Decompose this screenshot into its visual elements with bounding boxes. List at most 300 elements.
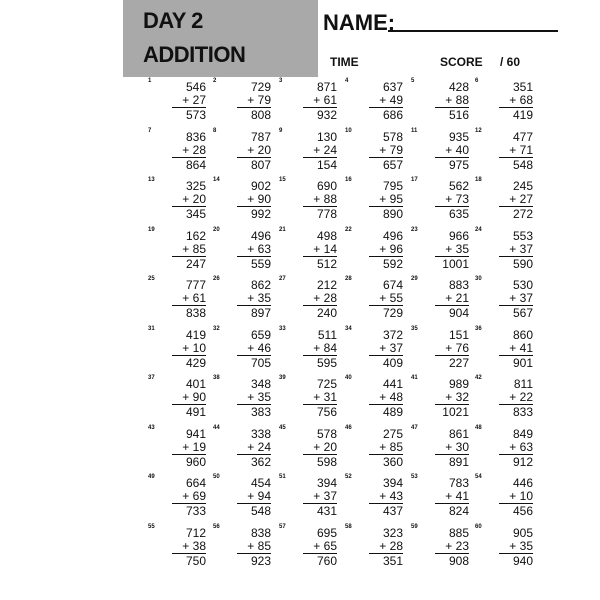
first-addend: 130	[316, 129, 337, 144]
sum-rule-line	[172, 503, 206, 504]
first-addend: 637	[382, 80, 403, 94]
sum-answer: 750	[185, 553, 206, 568]
sum-answer: 592	[382, 256, 403, 271]
addition-problem	[475, 425, 535, 473]
addition-problem	[279, 276, 339, 324]
problem-number: 55	[148, 523, 155, 530]
second-addend: + 41	[509, 340, 533, 355]
second-addend: + 37	[509, 291, 533, 305]
second-addend: + 35	[509, 538, 533, 553]
problem-number: 12	[475, 127, 482, 134]
problem-number: 4	[345, 78, 349, 84]
sum-rule-line	[172, 206, 206, 207]
problem-number: 59	[411, 523, 418, 530]
second-addend: + 68	[509, 93, 533, 107]
addition-problem	[279, 375, 339, 423]
problem-number: 50	[213, 474, 220, 480]
sum-answer: 437	[382, 504, 403, 518]
problem-number: 20	[213, 226, 220, 233]
addition-problem	[148, 177, 208, 225]
sum-rule-line	[172, 157, 206, 158]
first-addend: 546	[185, 80, 206, 94]
addition-problem	[279, 227, 339, 275]
sum-rule-line	[237, 305, 271, 306]
sum-rule-line	[172, 355, 206, 356]
problem-number: 7	[148, 127, 152, 134]
addition-problem	[475, 227, 535, 275]
problem-number: 10	[345, 127, 352, 134]
sum-rule-line	[499, 454, 533, 455]
sum-answer: 559	[250, 256, 271, 271]
sum-answer: 573	[185, 108, 206, 122]
sum-answer: 456	[512, 504, 533, 518]
first-addend: 902	[250, 179, 271, 193]
sum-rule-line	[237, 206, 271, 207]
sum-answer: 548	[512, 157, 533, 172]
addition-problem	[213, 425, 273, 473]
problem-number: 51	[279, 474, 286, 480]
sum-answer: 360	[382, 454, 403, 469]
sum-answer: 960	[185, 454, 206, 469]
sum-answer: 345	[185, 207, 206, 221]
first-addend: 578	[316, 426, 337, 441]
sum-answer: 516	[448, 108, 469, 122]
addition-problem	[148, 425, 208, 473]
addition-problem	[213, 474, 273, 522]
addition-problem	[148, 78, 208, 126]
sum-rule-line	[499, 157, 533, 158]
second-addend: + 37	[313, 489, 337, 503]
problem-number: 39	[279, 375, 286, 381]
sum-answer: 635	[448, 207, 469, 221]
problem-number: 22	[345, 226, 352, 233]
second-addend: + 43	[379, 489, 403, 503]
second-addend: + 79	[379, 142, 403, 157]
sum-rule-line	[303, 355, 337, 356]
first-addend: 836	[185, 129, 206, 144]
addition-problem	[411, 326, 471, 374]
sum-rule-line	[435, 157, 469, 158]
sum-rule-line	[237, 454, 271, 455]
second-addend: + 61	[182, 291, 206, 305]
day-label: DAY 2	[143, 8, 203, 33]
second-addend: + 20	[247, 142, 271, 157]
problem-number: 13	[148, 177, 155, 183]
sum-rule-line	[369, 305, 403, 306]
sum-rule-line	[435, 553, 469, 554]
second-addend: + 48	[379, 390, 403, 404]
problem-number: 8	[213, 127, 217, 134]
second-addend: + 24	[247, 439, 271, 454]
second-addend: + 85	[182, 241, 206, 256]
addition-problem	[475, 78, 535, 126]
sum-answer: 598	[316, 454, 337, 469]
sum-answer: 548	[250, 504, 271, 518]
second-addend: + 30	[445, 439, 469, 454]
second-addend: + 96	[379, 241, 403, 256]
addition-problem	[345, 177, 405, 225]
second-addend: + 21	[445, 291, 469, 305]
first-addend: 325	[185, 179, 206, 193]
second-addend: + 41	[445, 489, 469, 503]
sum-rule-line	[303, 503, 337, 504]
problem-number: 25	[148, 276, 155, 282]
problem-number: 24	[475, 226, 482, 233]
sum-rule-line	[435, 355, 469, 356]
addition-problem	[148, 326, 208, 374]
sum-rule-line	[303, 107, 337, 108]
addition-problem	[411, 78, 471, 126]
sum-rule-line	[303, 553, 337, 554]
addition-problem	[279, 128, 339, 176]
sum-answer: 590	[512, 256, 533, 271]
addition-problem	[279, 524, 339, 572]
sum-answer: 227	[448, 355, 469, 370]
second-addend: + 76	[445, 340, 469, 355]
first-addend: 885	[448, 525, 469, 540]
problem-number: 34	[345, 325, 352, 332]
second-addend: + 88	[445, 93, 469, 107]
addition-problem	[345, 78, 405, 126]
addition-problem	[148, 375, 208, 423]
sum-answer: 512	[316, 256, 337, 271]
second-addend: + 49	[379, 93, 403, 107]
problem-number: 53	[411, 474, 418, 480]
addition-problem	[411, 177, 471, 225]
addition-problem	[475, 276, 535, 324]
second-addend: + 23	[445, 538, 469, 553]
first-addend: 162	[185, 228, 206, 243]
sum-answer: 904	[448, 306, 469, 320]
sum-answer: 351	[382, 553, 403, 568]
score-total: / 60	[500, 55, 521, 69]
first-addend: 725	[316, 377, 337, 391]
first-addend: 441	[382, 377, 403, 391]
sum-answer: 595	[316, 355, 337, 370]
problem-number: 41	[411, 375, 418, 381]
problem-number: 27	[279, 276, 286, 282]
sum-answer: 756	[316, 405, 337, 419]
first-addend: 498	[316, 228, 337, 243]
problem-number: 32	[213, 325, 220, 332]
first-addend: 795	[382, 179, 403, 193]
sum-answer: 992	[250, 207, 271, 221]
second-addend: + 37	[509, 241, 533, 256]
addition-problem	[345, 375, 405, 423]
sum-answer: 431	[316, 504, 337, 518]
problem-number: 49	[148, 474, 155, 480]
addition-problem	[279, 425, 339, 473]
sum-answer: 491	[185, 405, 206, 419]
first-addend: 562	[448, 179, 469, 193]
addition-problem	[213, 326, 273, 374]
sum-rule-line	[499, 355, 533, 356]
sum-answer: 657	[382, 157, 403, 172]
sum-rule-line	[435, 256, 469, 257]
sum-rule-line	[499, 256, 533, 257]
second-addend: + 46	[247, 340, 271, 355]
first-addend: 905	[512, 525, 533, 540]
sum-rule-line	[172, 107, 206, 108]
sum-answer: 901	[512, 355, 533, 370]
sum-answer: 975	[448, 157, 469, 172]
first-addend: 861	[448, 426, 469, 441]
sum-answer: 154	[316, 157, 337, 172]
problem-number: 28	[345, 276, 352, 282]
second-addend: + 63	[247, 241, 271, 256]
addition-problem	[475, 375, 535, 423]
problem-number: 21	[279, 226, 286, 233]
sum-rule-line	[499, 107, 533, 108]
second-addend: + 22	[509, 390, 533, 404]
problem-number: 46	[345, 424, 352, 431]
sum-rule-line	[172, 553, 206, 554]
first-addend: 496	[250, 228, 271, 243]
sum-answer: 923	[250, 553, 271, 568]
sum-answer: 890	[382, 207, 403, 221]
sum-rule-line	[303, 454, 337, 455]
sum-answer: 362	[250, 454, 271, 469]
sum-rule-line	[499, 206, 533, 207]
second-addend: + 31	[313, 390, 337, 404]
score-label: SCORE	[440, 55, 483, 69]
sum-rule-line	[369, 404, 403, 405]
first-addend: 883	[448, 278, 469, 292]
second-addend: + 88	[313, 192, 337, 206]
sum-rule-line	[237, 157, 271, 158]
sum-answer: 686	[382, 108, 403, 122]
sum-answer: 912	[512, 454, 533, 469]
sum-rule-line	[435, 305, 469, 306]
addition-problem	[148, 276, 208, 324]
second-addend: + 37	[379, 340, 403, 355]
addition-problem	[148, 227, 208, 275]
problem-number: 54	[475, 474, 482, 480]
problem-number: 35	[411, 325, 418, 332]
second-addend: + 35	[445, 241, 469, 256]
second-addend: + 38	[182, 538, 206, 553]
first-addend: 659	[250, 327, 271, 342]
first-addend: 695	[316, 525, 337, 540]
first-addend: 446	[512, 476, 533, 490]
sum-rule-line	[303, 157, 337, 158]
first-addend: 729	[250, 80, 271, 94]
second-addend: + 24	[313, 142, 337, 157]
addition-problem	[345, 425, 405, 473]
second-addend: + 27	[509, 192, 533, 206]
second-addend: + 14	[313, 241, 337, 256]
addition-problem	[411, 227, 471, 275]
sum-rule-line	[435, 454, 469, 455]
second-addend: + 94	[247, 489, 271, 503]
addition-problem	[213, 78, 273, 126]
addition-problem	[475, 524, 535, 572]
sum-rule-line	[369, 503, 403, 504]
problem-number: 47	[411, 424, 418, 431]
problem-number: 16	[345, 177, 352, 183]
sum-answer: 833	[512, 405, 533, 419]
problem-number: 58	[345, 523, 352, 530]
second-addend: + 10	[182, 340, 206, 355]
first-addend: 477	[512, 129, 533, 144]
first-addend: 275	[382, 426, 403, 441]
first-addend: 777	[185, 278, 206, 292]
first-addend: 712	[185, 525, 206, 540]
second-addend: + 90	[182, 390, 206, 404]
sum-answer: 429	[185, 355, 206, 370]
sum-rule-line	[435, 107, 469, 108]
problem-number: 45	[279, 424, 286, 431]
sum-answer: 1001	[442, 256, 469, 271]
first-addend: 674	[382, 278, 403, 292]
second-addend: + 61	[313, 93, 337, 107]
second-addend: + 65	[313, 538, 337, 553]
problem-number: 26	[213, 276, 220, 282]
second-addend: + 28	[379, 538, 403, 553]
second-addend: + 71	[509, 142, 533, 157]
sum-rule-line	[499, 553, 533, 554]
first-addend: 338	[250, 426, 271, 441]
worksheet-title: ADDITION	[143, 42, 246, 67]
second-addend: + 20	[313, 439, 337, 454]
sum-rule-line	[369, 206, 403, 207]
sum-answer: 567	[512, 306, 533, 320]
problem-number: 11	[411, 127, 418, 134]
addition-problem	[345, 474, 405, 522]
second-addend: + 95	[379, 192, 403, 206]
problem-number: 33	[279, 325, 286, 332]
sum-answer: 383	[250, 405, 271, 419]
addition-problem	[345, 524, 405, 572]
sum-answer: 808	[250, 108, 271, 122]
problem-number: 18	[475, 177, 482, 183]
first-addend: 151	[448, 327, 469, 342]
sum-rule-line	[369, 355, 403, 356]
first-addend: 664	[185, 476, 206, 490]
sum-rule-line	[369, 107, 403, 108]
sum-rule-line	[237, 355, 271, 356]
addition-problem	[213, 128, 273, 176]
first-addend: 553	[512, 228, 533, 243]
problem-number: 9	[279, 127, 283, 134]
problem-number: 60	[475, 523, 482, 530]
sum-rule-line	[237, 553, 271, 554]
addition-problem	[213, 375, 273, 423]
problem-number: 31	[148, 325, 155, 332]
first-addend: 811	[513, 377, 533, 391]
first-addend: 783	[448, 476, 469, 490]
sum-answer: 409	[382, 355, 403, 370]
first-addend: 871	[316, 80, 337, 94]
sum-rule-line	[237, 503, 271, 504]
sum-answer: 891	[448, 454, 469, 469]
sum-rule-line	[369, 256, 403, 257]
first-addend: 245	[512, 179, 533, 193]
first-addend: 428	[448, 80, 469, 94]
problem-number: 57	[279, 523, 286, 530]
name-label: NAME:	[323, 10, 396, 35]
second-addend: + 69	[182, 489, 206, 503]
sum-answer: 864	[185, 157, 206, 172]
first-addend: 351	[512, 80, 533, 94]
second-addend: + 85	[379, 439, 403, 454]
addition-problem	[411, 524, 471, 572]
second-addend: + 27	[182, 93, 206, 107]
second-addend: + 79	[247, 93, 271, 107]
addition-problem	[148, 474, 208, 522]
sum-rule-line	[172, 454, 206, 455]
problem-number: 44	[213, 424, 220, 431]
second-addend: + 84	[313, 340, 337, 355]
problem-number: 42	[475, 375, 482, 381]
problem-number: 1	[148, 78, 152, 84]
addition-problem	[345, 227, 405, 275]
addition-problem	[411, 474, 471, 522]
sum-rule-line	[237, 256, 271, 257]
sum-answer: 705	[250, 355, 271, 370]
first-addend: 935	[448, 129, 469, 144]
sum-rule-line	[237, 107, 271, 108]
first-addend: 838	[250, 525, 271, 540]
sum-answer: 838	[185, 306, 206, 320]
first-addend: 401	[185, 377, 206, 391]
first-addend: 860	[512, 327, 533, 342]
sum-rule-line	[172, 256, 206, 257]
addition-problem	[475, 474, 535, 522]
second-addend: + 63	[509, 439, 533, 454]
sum-answer: 760	[316, 553, 337, 568]
first-addend: 849	[512, 426, 533, 441]
second-addend: + 28	[182, 142, 206, 157]
first-addend: 419	[185, 327, 206, 342]
problem-number: 17	[411, 177, 418, 183]
problem-number: 36	[475, 325, 482, 332]
sum-answer: 489	[382, 405, 403, 419]
sum-answer: 807	[250, 157, 271, 172]
first-addend: 690	[316, 179, 337, 193]
addition-problem	[279, 326, 339, 374]
sum-answer: 908	[448, 553, 469, 568]
sum-rule-line	[499, 404, 533, 405]
first-addend: 323	[382, 525, 403, 540]
sum-rule-line	[303, 206, 337, 207]
sum-answer: 729	[382, 306, 403, 320]
first-addend: 578	[382, 129, 403, 144]
sum-answer: 1021	[442, 405, 469, 419]
sum-rule-line	[369, 157, 403, 158]
addition-problem	[411, 425, 471, 473]
second-addend: + 32	[445, 390, 469, 404]
addition-problem	[279, 474, 339, 522]
addition-problem	[279, 78, 339, 126]
problem-number: 56	[213, 523, 220, 530]
sum-answer: 247	[185, 256, 206, 271]
addition-problem	[411, 276, 471, 324]
second-addend: + 20	[182, 192, 206, 206]
first-addend: 212	[316, 278, 337, 292]
sum-rule-line	[303, 305, 337, 306]
second-addend: + 28	[313, 291, 337, 305]
problem-number: 48	[475, 424, 482, 431]
first-addend: 966	[448, 228, 469, 243]
first-addend: 941	[185, 426, 206, 441]
sum-rule-line	[303, 256, 337, 257]
second-addend: + 35	[247, 390, 271, 404]
sum-answer: 897	[250, 306, 271, 320]
sum-rule-line	[303, 404, 337, 405]
problem-number: 37	[148, 375, 155, 381]
addition-problem	[279, 177, 339, 225]
